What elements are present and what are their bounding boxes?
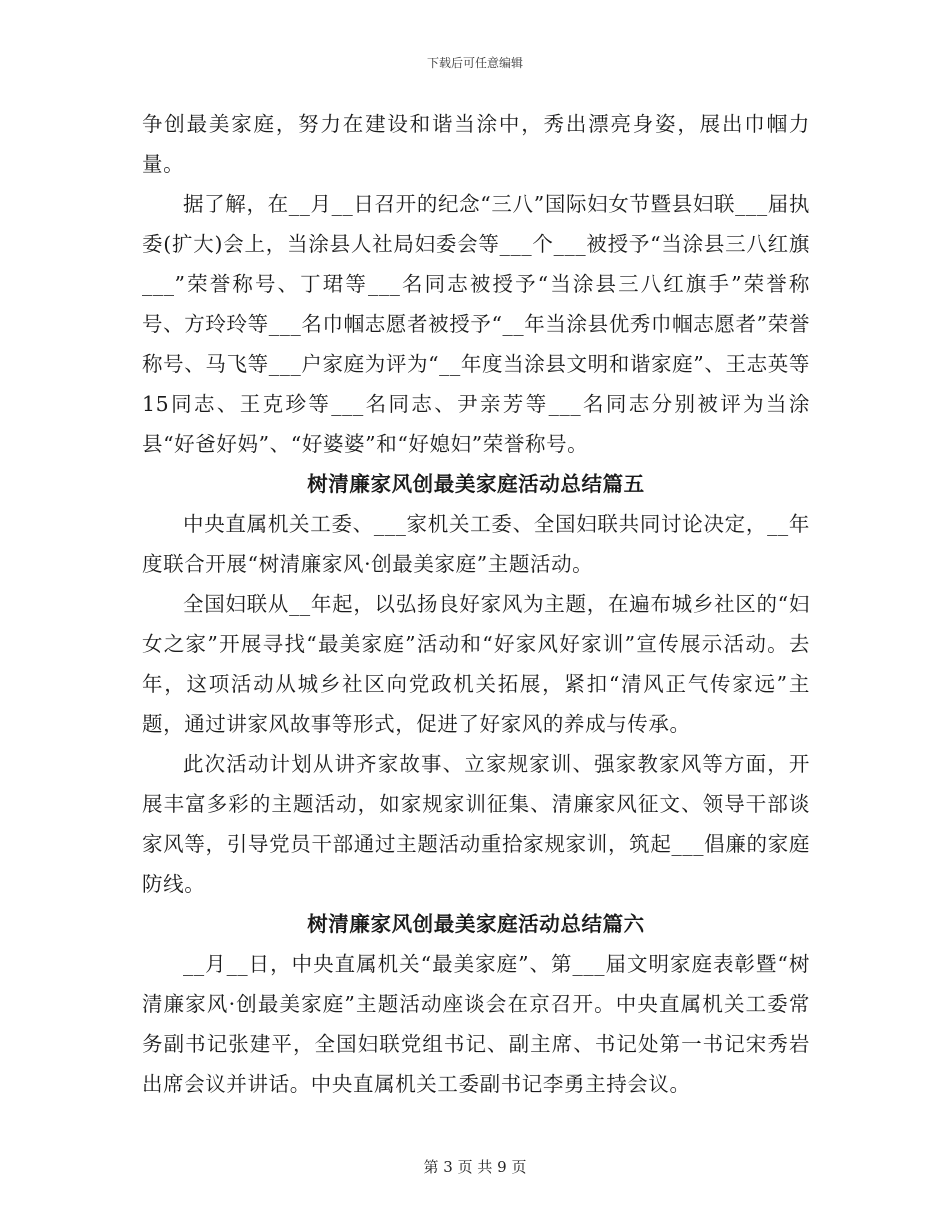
paragraph-award-list: 据了解，在__月__日召开的纪念“三八”国际妇女节暨县妇联___届执委(扩大)会上，当涂县人社局妇委会等___个___被授予“当涂县三八红旗___”荣誉称号、丁珺等___名同志被授予“当涂县三八红旗手”荣誉称号、方玲玲等___名巾帼志愿者被授予“__年当涂县优秀巾帼志愿者”荣誉称号、马飞等___户家庭为评为“__年度当涂县文明和谐家庭”、王志英等15同志、王克珍等___名同志、尹亲芳等___名同志分别被评为当涂县“好爸好妈”、“好婆婆”和“好媳妇”荣誉称号。	[142, 192, 810, 456]
paragraph-continuation: 争创最美家庭，努力在建设和谐当涂中，秀出漂亮身姿，展出巾帼力量。	[142, 112, 810, 176]
document-body	[142, 104, 810, 1104]
page-footer: 第 3 页 共 9 页	[423, 1158, 527, 1176]
paragraph-womens-federation: 全国妇联从__年起，以弘扬良好家风为主题，在遍布城乡社区的“妇女之家”开展寻找“最美家庭”活动和“好家风好家训”宣传展示活动。去年，这项活动从城乡社区向党政机关拓展，紧扣“清风正气传家远”主题，通过讲家风故事等形式，促进了好家风的养成与传承。	[142, 592, 810, 736]
paragraph-symposium: __月__日，中央直属机关“最美家庭”、第___届文明家庭表彰暨“树清廉家风·创最美家庭”主题活动座谈会在京召开。中央直属机关工委常务副书记张建平，全国妇联党组书记、副主席、书记处第一书记宋秀岩出席会议并讲话。中央直属机关工委副书记李勇主持会议。	[142, 952, 810, 1096]
paragraph-joint-decision: 中央直属机关工委、___家机关工委、全国妇联共同讨论决定，__年度联合开展“树清廉家风·创最美家庭”主题活动。	[142, 512, 810, 576]
page-header: 下载后可任意编辑	[426, 56, 523, 70]
section-heading-6: 树清廉家风创最美家庭活动总结篇六	[307, 912, 645, 936]
paragraph-activity-plan: 此次活动计划从讲齐家故事、立家规家训、强家教家风等方面，开展丰富多彩的主题活动，如家规家训征集、清廉家风征文、领导干部谈家风等，引导党员干部通过主题活动重拾家规家训，筑起___倡廉的家庭防线。	[142, 752, 810, 896]
section-heading-5: 树清廉家风创最美家庭活动总结篇五	[307, 472, 645, 496]
